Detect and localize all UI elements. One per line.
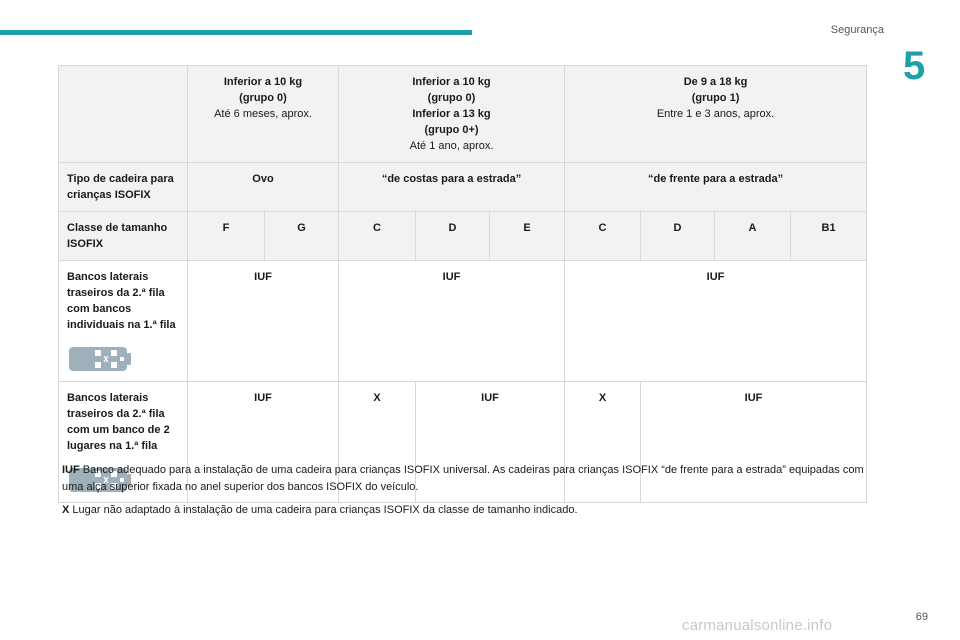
size-class-cell: F xyxy=(188,212,265,261)
legend-x xyxy=(62,502,882,519)
size-class-cell: B1 xyxy=(791,212,867,261)
group-0-header: Inferior a 10 kg (grupo 0) Até 6 meses, aprox. xyxy=(188,66,339,163)
group-0plus-header: Inferior a 10 kg (grupo 0) Inferior a 13 kg (grupo 0+) Até 1 ano, aprox. xyxy=(339,66,565,163)
van-seat-layout-icon xyxy=(67,345,133,373)
seat-row-label: Bancos laterais traseiros da 2.ª fila com um banco de 2 lugares na 1.ª fila xyxy=(59,382,188,503)
seat-type-cell: Ovo xyxy=(188,163,339,212)
chapter-number: 5 xyxy=(903,44,926,88)
size-class-cell: D xyxy=(416,212,490,261)
seat-row-individual xyxy=(59,261,867,382)
watermark: carmanualsonline.info xyxy=(682,617,833,634)
legend-text: Lugar não adaptado à instalação de uma cadeira para crianças ISOFIX da classe de tamanho indicado. xyxy=(72,504,578,516)
size-class-cell: A xyxy=(715,212,791,261)
isofix-table xyxy=(58,65,867,503)
seat-type-label: Tipo de cadeira para crianças ISOFIX xyxy=(59,163,188,212)
section-title: Segurança xyxy=(830,24,884,36)
seat-value-cell: X xyxy=(339,382,416,503)
group-1-header: De 9 a 18 kg (grupo 1) Entre 1 e 3 anos, aprox. xyxy=(565,66,867,163)
seat-value-cell: IUF xyxy=(565,261,867,382)
size-class-cell: D xyxy=(641,212,715,261)
top-accent-bar xyxy=(0,30,472,35)
page-number: 69 xyxy=(915,611,928,623)
seat-type-cell: “de costas para a estrada” xyxy=(339,163,565,212)
size-class-cell: E xyxy=(490,212,565,261)
legend-text: Banco adequado para a instalação de uma cadeira para crianças ISOFIX universal. As cadeiras para crianças ISOFIX “de frente para a estrada” equipadas com uma alça superior fixada no anel superior dos bancos ISOFIX do veículo. xyxy=(62,464,864,493)
seat-value-cell: IUF xyxy=(188,382,339,503)
legend-iuf xyxy=(62,462,888,496)
seat-value-cell: IUF xyxy=(416,382,565,503)
seat-value-cell: IUF xyxy=(188,261,339,382)
size-class-row xyxy=(59,212,867,261)
seat-type-row xyxy=(59,163,867,212)
empty-corner-cell xyxy=(59,66,188,163)
weight-group-row xyxy=(59,66,867,163)
legend-key: X xyxy=(62,504,70,516)
legend-key: IUF xyxy=(62,464,80,476)
size-class-label: Classe de tamanho ISOFIX xyxy=(59,212,188,261)
seat-value-cell: X xyxy=(565,382,641,503)
size-class-cell: G xyxy=(265,212,339,261)
seat-value-cell: IUF xyxy=(641,382,867,503)
seat-value-cell: IUF xyxy=(339,261,565,382)
seat-row-label: Bancos laterais traseiros da 2.ª fila com bancos individuais na 1.ª fila xyxy=(59,261,188,382)
size-class-cell: C xyxy=(339,212,416,261)
size-class-cell: C xyxy=(565,212,641,261)
seat-type-cell: “de frente para a estrada” xyxy=(565,163,867,212)
